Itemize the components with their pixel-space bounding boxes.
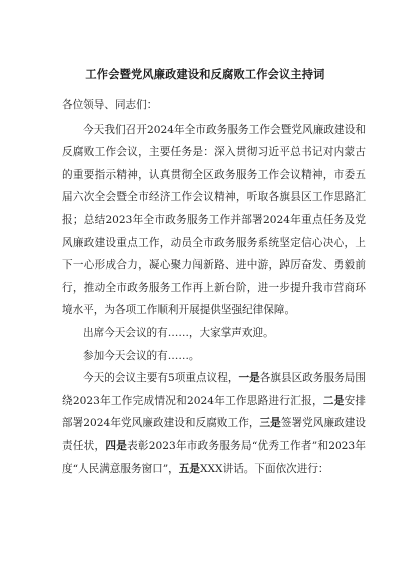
agenda-marker-5: 五是 [178,462,200,475]
paragraph-opening: 今天我们召开2024年全市政务服务工作会暨党风廉政建设和反腐败工作会议，主要任务是：深入贯彻习近平总书记对内蒙古的重要指示精神，认真贯彻全区政务服务工作会议精神，市委五届六次全会暨全市经济工作会议精神，听取各旗县区工作思路汇报；总结2023年全市政务服务工作并部署2024年重点任务及党风廉政建设重点工作，动员全市政务服务系统坚定信心决心，上下一心形成合力，凝心聚力闯新路、进中游，踔厉奋发、勇毅前行，推动全市政务服务工作再上新台阶，进一步提升我市营商环境水平，为各项工作顺利开展提供坚强纪律保障。 [62,123,366,317]
paragraph-participants: 参加今天会议的有……。 [83,349,200,362]
paragraph-attendees: 出席今天会议的有……，大家掌声欢迎。 [83,326,274,339]
agenda-item-5: XXX讲话。下面依次进行： [199,462,329,475]
agenda-marker-4: 四是 [105,439,128,452]
agenda-item-1: 各旗县区政务服务局围绕2023年工作完成情况和2024年工作思路进行汇报， [62,372,366,407]
greeting: 各位领导、同志们： [62,99,158,111]
agenda-marker-3: 三是 [259,417,281,430]
paragraph-agenda [62,367,366,480]
agenda-marker-2: 二是 [322,394,345,407]
document-title: 工作会暨党风廉政建设和反腐败工作会议主持词 [85,68,325,81]
agenda-marker-1: 一是 [238,372,260,385]
agenda-item-4: 表彰2023年市政务服务局“优秀工作者”和2023年度“人民满意服务窗口”， [62,439,367,475]
agenda-item-2: 安排部署2024年党风廉政建设和反腐败工作， [62,394,367,430]
agenda-intro: 今天的会议主要有5项重点议程， [83,372,239,385]
agenda-item-3: 签署党风廉政建设责任状， [62,417,367,452]
